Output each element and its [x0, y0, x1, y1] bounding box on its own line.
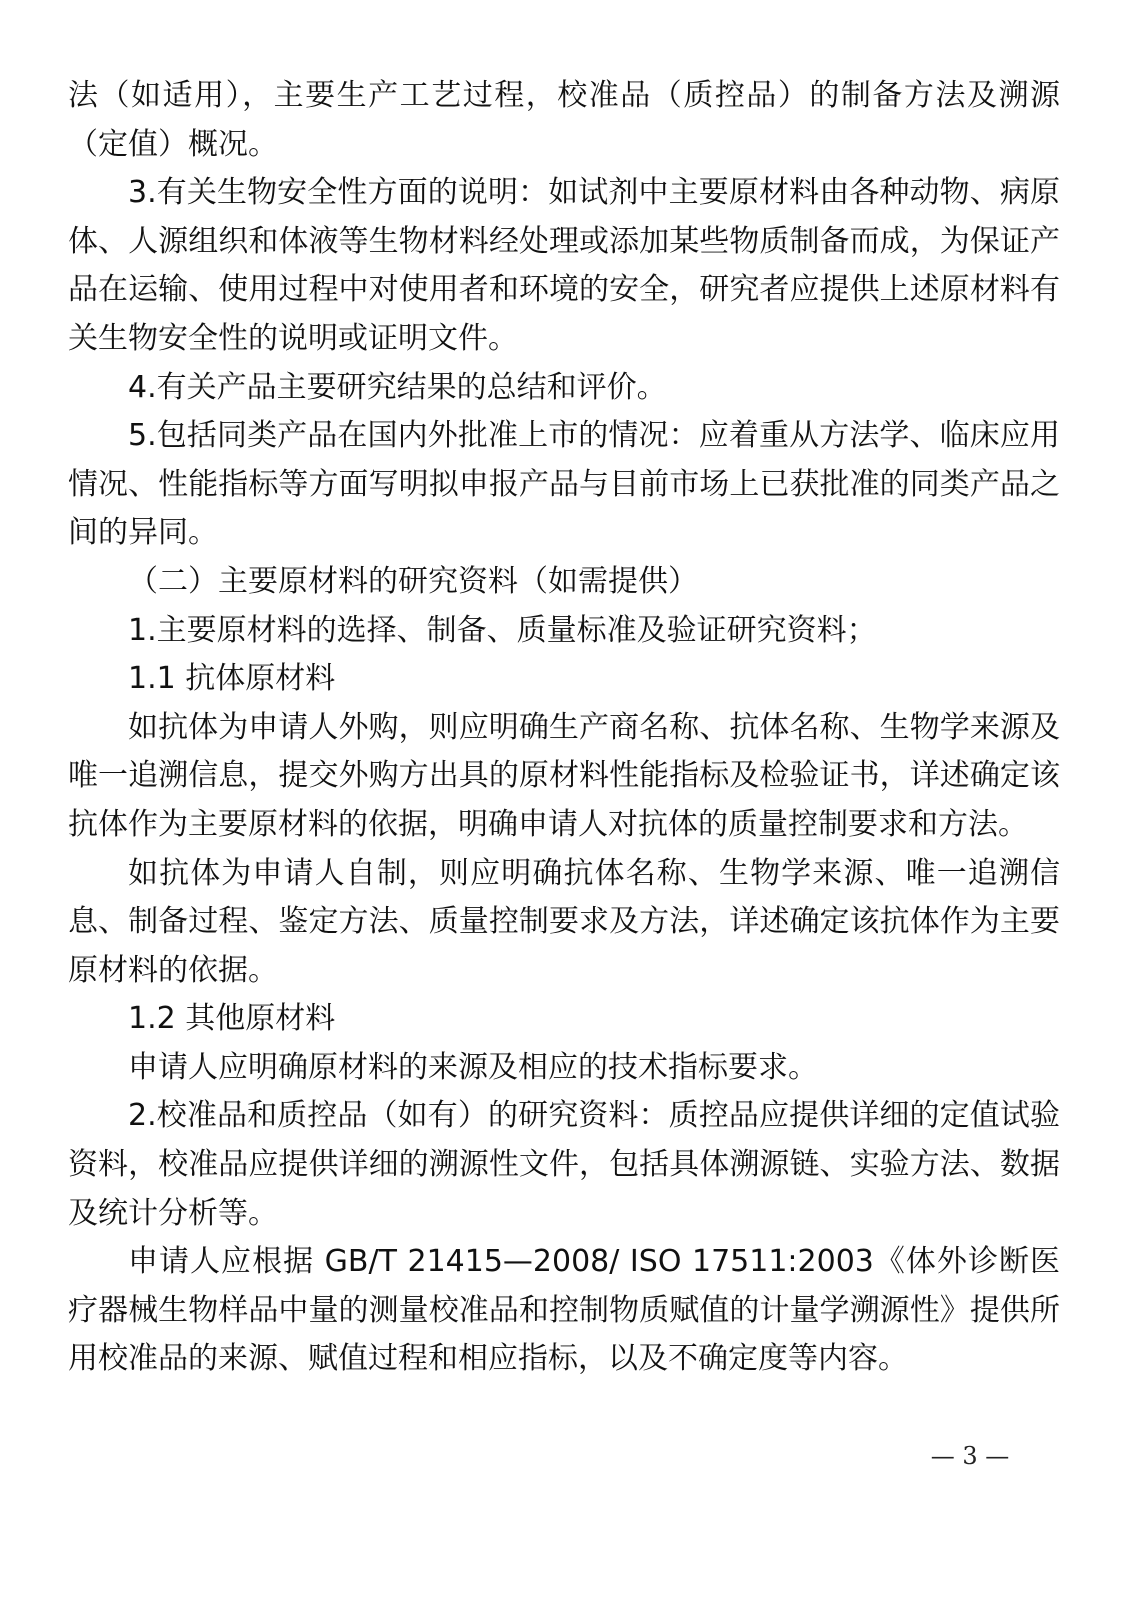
paragraph-11: 申请人应明确原材料的来源及相应的技术指标要求。 [128, 1049, 818, 1085]
paragraph-9: 如抗体为申请人自制，则应明确抗体名称、生物学来源、唯一追溯信息、制备过程、鉴定方法、质量控制要求及方法，详述确定该抗体作为主要原材料的依据。 [68, 855, 1060, 988]
paragraph-6: 1.主要原材料的选择、制备、质量标准及验证研究资料； [128, 612, 877, 648]
subheading-1-2: 1.2 其他原材料 [128, 1001, 336, 1037]
paragraph-3: 4.有关产品主要研究结果的总结和评价。 [128, 369, 667, 405]
paragraph-1: 法（如适用），主要生产工艺过程，校准品（质控品）的制备方法及溯源（定值）概况。 [68, 78, 1060, 162]
section-heading-2: （二）主要原材料的研究资料（如需提供） [128, 563, 698, 599]
document-body [68, 72, 1060, 1384]
paragraph-4: 5.包括同类产品在国内外批准上市的情况：应着重从方法学、临床应用情况、性能指标等方面写明拟申报产品与目前市场上已获批准的同类产品之间的异同。 [68, 418, 1060, 551]
paragraph-8: 如抗体为申请人外购，则应明确生产商名称、抗体名称、生物学来源及唯一追溯信息，提交外购方出具的原材料性能指标及检验证书，详述确定该抗体作为主要原材料的依据，明确申请人对抗体的质量控制要求和方法。 [68, 709, 1060, 842]
paragraph-2: 3.有关生物安全性方面的说明：如试剂中主要原材料由各种动物、病原体、人源组织和体液等生物材料经处理或添加某些物质制备而成，为保证产品在运输、使用过程中对使用者和环境的安全，研究者应提供上述原材料有关生物安全性的说明或证明文件。 [68, 175, 1060, 356]
paragraph-13: 申请人应根据 GB/T 21415—2008/ ISO 17511:2003《体外诊断医疗器械生物样品中量的测量校准品和控制物质赋值的计量学溯源性》提供所用校准品的来源、赋值过程和相应指标，以及不确定度等内容。 [68, 1244, 1060, 1377]
subheading-1-1: 1.1 抗体原材料 [128, 661, 336, 697]
page-number: — 3 — [930, 1442, 1010, 1470]
paragraph-12: 2.校准品和质控品（如有）的研究资料：质控品应提供详细的定值试验资料，校准品应提供详细的溯源性文件，包括具体溯源链、实验方法、数据及统计分析等。 [68, 1098, 1060, 1231]
